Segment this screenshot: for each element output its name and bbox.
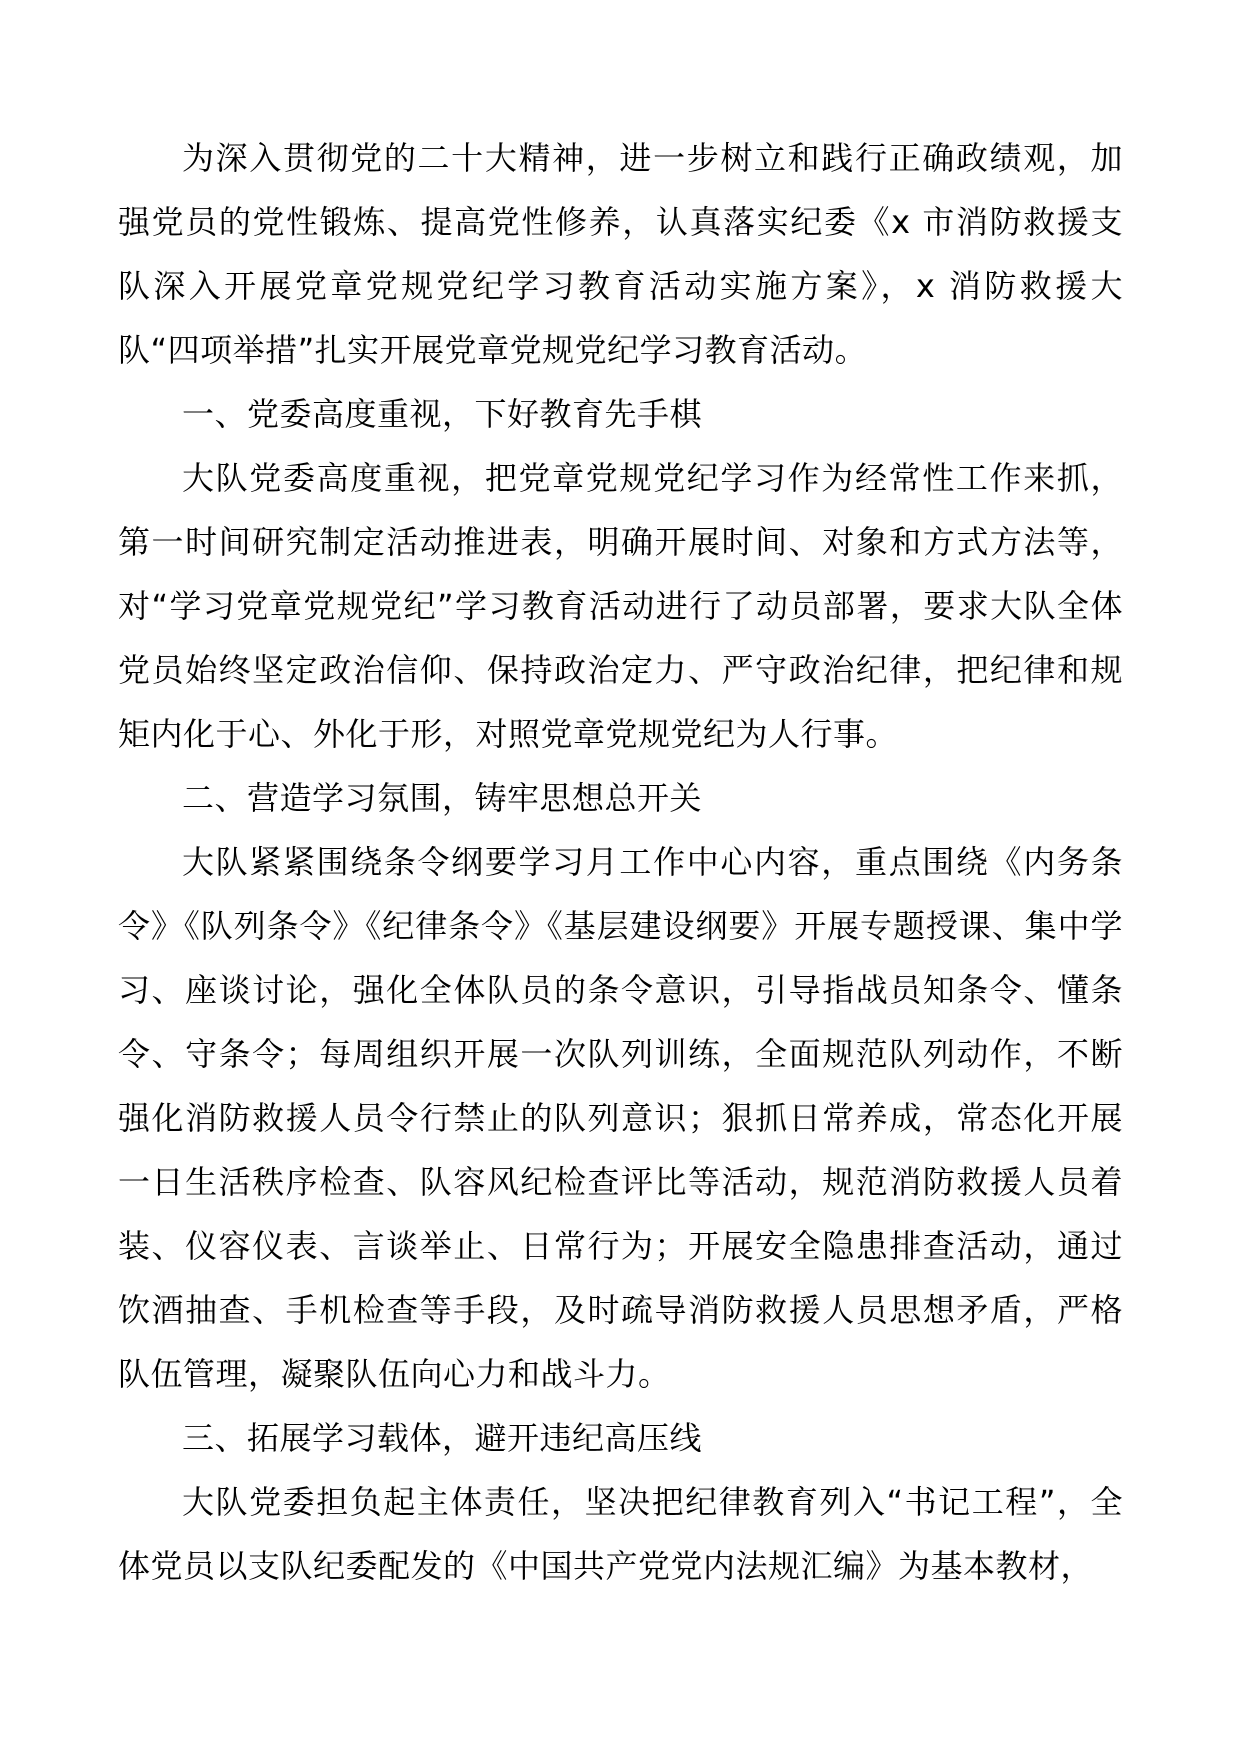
section-heading-2: 二、营造学习氛围，铸牢思想总开关	[182, 779, 703, 817]
section-2-paragraph: 大队紧紧围绕条令纲要学习月工作中心内容，重点围绕《内务条令》《队列条令》《纪律条令》《基层建设纲要》开展专题授课、集中学习、座谈讨论，强化全体队员的条令意识，引导指战员知条令、懂条令、守条令；每周组织开展一次队列训练，全面规范队列动作，不断强化消防救援人员令行禁止的队列意识；狠抓日常养成，常态化开展一日生活秩序检查、队容风纪检查评比等活动，规范消防救援人员着装、仪容仪表、言谈举止、日常行为；开展安全隐患排查活动，通过饮酒抽查、手机检查等手段，及时疏导消防救援人员思想矛盾，严格队伍管理，凝聚队伍向心力和战斗力。	[118, 843, 1123, 1393]
section-3-paragraph: 大队党委担负起主体责任，坚决把纪律教育列入“书记工程”，全体党员以支队纪委配发的《中国共产党党内法规汇编》为基本教材，	[118, 1483, 1123, 1585]
section-heading-3: 三、拓展学习载体，避开违纪高压线	[182, 1419, 703, 1457]
section-1-paragraph: 大队党委高度重视，把党章党规党纪学习作为经常性工作来抓，第一时间研究制定活动推进表，明确开展时间、对象和方式方法等，对“学习党章党规党纪”学习教育活动进行了动员部署，要求大队全体党员始终坚定政治信仰、保持政治定力、严守政治纪律，把纪律和规矩内化于心、外化于形，对照党章党规党纪为人行事。	[118, 459, 1123, 753]
intro-paragraph: 为深入贯彻党的二十大精神，进一步树立和践行正确政绩观，加强党员的党性锻炼、提高党性修养，认真落实纪委《x 市消防救援支队深入开展党章党规党纪学习教育活动实施方案》，x 消防救援大队“四项举措”扎实开展党章党规党纪学习教育活动。	[118, 139, 1123, 369]
document-body	[118, 126, 1123, 1598]
section-heading-1: 一、党委高度重视，下好教育先手棋	[182, 395, 703, 433]
